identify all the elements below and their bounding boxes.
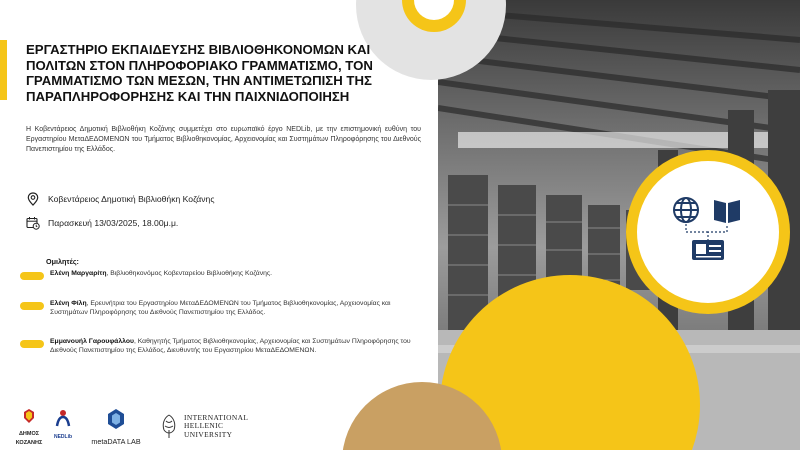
- speaker-bullet: [20, 302, 44, 310]
- date-text: Παρασκευή 13/03/2025, 18.00μ.μ.: [48, 218, 179, 228]
- speaker-role: , Ερευνήτρια του Εργαστηρίου ΜεταΔΕΔΟΜΕΝΩΝ του Τμήματος Βιβλιοθηκονομίας, Αρχειονομίας και Συστημάτων Πληροφόρησης του Διεθνούς Πανεπιστημίου της Ελλάδος.: [50, 300, 391, 316]
- speaker-text: [50, 338, 425, 355]
- ring-icons: [646, 170, 770, 294]
- ihu-label-1: INTERNATIONAL: [184, 413, 249, 422]
- logo-nedlib: [52, 408, 74, 440]
- calendar-clock-icon: [26, 216, 40, 230]
- speakers-label: Ομιλητές:: [46, 257, 79, 266]
- dimos-label-2: ΚΟΖΑΝΗΣ: [15, 439, 43, 446]
- open-book-icon: [714, 200, 740, 223]
- metadata-emblem-icon: [106, 408, 126, 430]
- speaker-bullet: [20, 272, 44, 280]
- speaker-name: Ελένη Μαργαρίτη: [50, 270, 107, 277]
- speaker-role: , Βιβλιοθηκονόμος Κοβενταρείου Βιβλιοθήκης Κοζάνης.: [106, 270, 273, 277]
- ihu-label-3: UNIVERSITY: [184, 429, 233, 439]
- page-title: ΕΡΓΑΣΤΗΡΙΟ ΕΚΠΑΙΔΕΥΣΗΣ ΒΙΒΛΙΟΘΗΚΟΝΟΜΩΝ ΚΑΙ ΠΟΛΙΤΩΝ ΣΤΟΝ ΠΛΗΡΟΦΟΡΙΑΚΟ ΓΡΑΜΜΑΤΙΣΜΟ, ΤΟΝ ΓΡΑΜΜΑΤΙΣΜΟ ΤΩΝ ΜΕΣΩΝ, ΤΗΝ ΑΝΤΙΜΕΤΩΠΙΣΗ ΤΗΣ ΠΑΡΑΠΛΗΡΟΦΟΡΗΣΗΣ ΚΑΙ ΤΗΝ ΠΑΙΧΝΙΔΟΠΟΙΗΣΗ: [26, 42, 373, 104]
- date-row: [26, 216, 178, 230]
- metadata-label: metaDATA LAB: [91, 437, 141, 446]
- speaker-item: [20, 300, 425, 317]
- dimos-emblem-icon: [22, 408, 36, 424]
- globe-icon: [674, 198, 698, 222]
- speaker-name: Εμμανουήλ Γαρουφάλλου: [50, 338, 134, 345]
- logo-strip: [0, 404, 440, 450]
- logo-metadata-lab: [80, 408, 152, 446]
- speaker-bullet: [20, 340, 44, 348]
- location-pin-icon: [26, 192, 40, 206]
- dimos-label-1: ΔΗΜΟΣ: [18, 431, 40, 437]
- location-row: [26, 192, 214, 206]
- logo-dimos-kozanis: [12, 408, 46, 446]
- ihu-label-2: HELLENIC: [184, 421, 224, 431]
- speaker-item: [20, 270, 425, 280]
- intro-paragraph: Η Κοβεντάρειος Δημοτική Βιβλιοθήκη Κοζάνης συμμετέχει στο ευρωπαϊκό έργο NEDLib, με την επιστημονική ευθύνη του Εργαστηρίου ΜεταΔΕΔΟΜΕΝΩΝ του Τμήματος Βιβλιοθηκονομίας, Αρχειονομίας και Συστημάτων Πληροφόρησης του Διεθνούς Πανεπιστημίου της Ελλάδος.: [26, 126, 421, 153]
- logo-ihu: [158, 412, 258, 446]
- title-accent-bar: [0, 40, 7, 100]
- speaker-role: , Καθηγητής Τμήματος Βιβλιοθηκονομίας, Αρχειονομίας και Συστημάτων Πληροφόρησης του Διεθνούς Πανεπιστημίου της Ελλάδος, Διευθυντής του Εργαστηρίου ΜεταΔΕΔΟΜΕΝΩΝ.: [50, 338, 411, 354]
- speaker-name: Ελένη Φίλη: [50, 300, 87, 307]
- nedlib-label: NEDLib: [53, 434, 73, 440]
- ihu-emblem-icon: [158, 412, 180, 440]
- speaker-text: [50, 270, 272, 279]
- speaker-item: [20, 338, 425, 355]
- id-card-icon: [692, 240, 724, 260]
- location-text: Κοβεντάρειος Δημοτική Βιβλιοθήκη Κοζάνης: [48, 194, 215, 204]
- ihu-label: [184, 414, 248, 439]
- speaker-text: [50, 300, 425, 317]
- nedlib-emblem-icon: [54, 408, 72, 428]
- connector-lines: [686, 224, 727, 240]
